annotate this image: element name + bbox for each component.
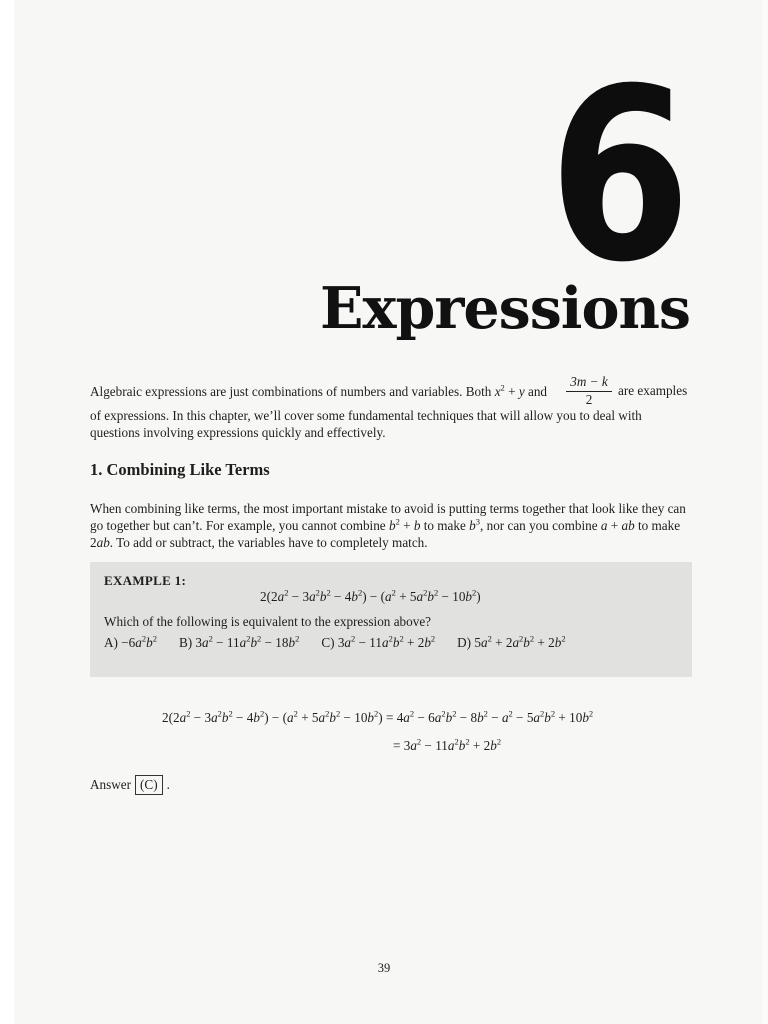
answer-label: Answer [90,777,132,792]
page-number: 39 [377,961,391,975]
answer-box: (C) [135,775,163,795]
example-question: Which of the following is equivalent to the expression above? [104,614,432,629]
fraction-numerator: 3m − k [566,374,612,392]
choice-c: C) $3a^2 - 11a^2b^2 + 2b^2$ [321,633,436,650]
choice-d: D) $5a^2 + 2a^2b^2 + 2b^2$ [457,633,566,650]
solution-line-2: = $3a^2 - 11a^2b^2 + 2b^2$ [393,736,502,753]
example-label: EXAMPLE 1: [104,573,187,588]
example-box [90,562,692,677]
chapter-number: 6 [549,38,688,315]
intro-paragraph: of expressions. In this chapter, we’ll cover some fundamental techniques that will allow you to deal with questions involving expressions quickly and effectively. [90,408,642,440]
solution-line-1: $2(2a^2 - 3a^2b^2 - 4b^2) - (a^2 + 5a^2b^2 - 10b^2) = 4a^2 - 6a^2b^2 - 8b^2 - a^2 - 5a^2b^2 + 10b^2$ [162,708,594,725]
intro-line-1: Algebraic expressions are just combinations of numbers and variables. Both $x^2 + y$ and [90,382,548,399]
answer [90,775,170,795]
section-paragraph: When combining like terms, the most important mistake to avoid is putting terms together that look like they can go together but can’t. For example, you cannot combine $b^2 + b$ to make $b^3$, nor can you combine a + ab to make 2ab. To add or subtract, the variables have to completely match. [90,501,686,550]
fraction [566,374,612,408]
chapter-title: Expressions [320,275,690,342]
answer-choices [104,635,684,651]
fraction-denominator: 2 [585,392,593,407]
section-heading: 1. Combining Like Terms [90,460,270,479]
example-expression: $2(2a^2 - 3a^2b^2 - 4b^2) - (a^2 + 5a^2b^2 - 10b^2)$ [260,587,481,604]
intro-line-1-tail: are examples [618,383,688,398]
choice-a: $A) -6a^2b^2$ [104,633,157,650]
answer-period: . [166,777,170,792]
choice-b: B) $3a^2 - 11a^2b^2 - 18b^2$ [178,633,300,650]
